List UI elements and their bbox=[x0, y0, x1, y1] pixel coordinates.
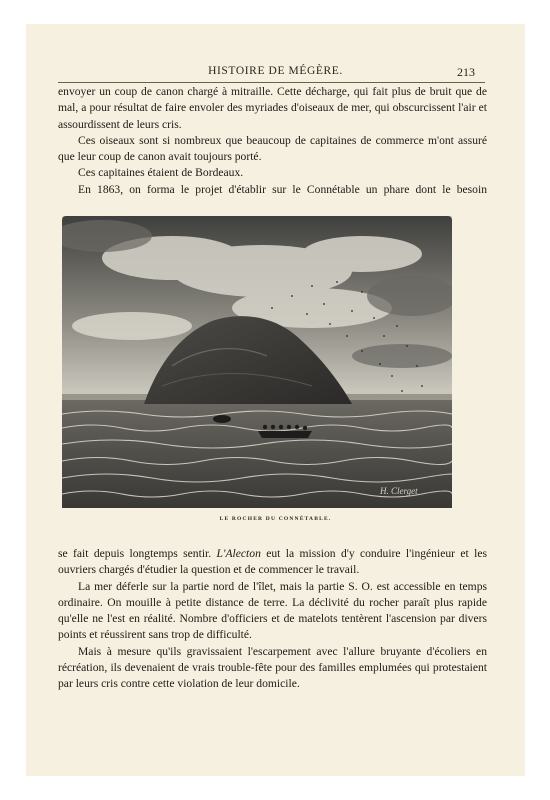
running-title: HISTOIRE DE MÉGÈRE. bbox=[208, 65, 343, 77]
illustration-caption: LE ROCHER DU CONNÉTABLE. bbox=[219, 516, 332, 522]
paragraph: envoyer un coup de canon chargé à mitraille. Cette décharge, qui fait plus de bruit que de mal, a pour résultat de faire envoler des myriades d'oiseaux de mer, qui obscurcissent l'air et assourdissent de leurs cris. bbox=[58, 85, 487, 131]
paragraph-text: se fait depuis longtemps sentir. bbox=[58, 547, 217, 560]
paragraph: Ces capitaines étaient de Bordeaux. bbox=[78, 166, 244, 180]
page-number: 213 bbox=[457, 65, 475, 79]
text-block-bottom bbox=[58, 546, 487, 693]
paragraph: La mer déferle sur la partie nord de l'îlet, mais la partie S. O. est accessible en temps ordinaire. On mouille à petite distance de terre. La déclivité du rocher paraît plus rapide qu'elle ne l'est en réalité. Nombre d'officiers et de matelots tentèrent l'ascension par divers points et réussirent sans trop de difficulté. bbox=[58, 579, 487, 642]
engraving-rocher-connetable bbox=[62, 216, 452, 508]
page-header bbox=[26, 65, 525, 81]
header-rule bbox=[58, 82, 485, 83]
paragraph: Ces oiseaux sont si nombreux que beaucoup de capitaines de commerce m'ont assuré que leur coup de canon avait toujours porté. bbox=[58, 133, 487, 164]
paragraph bbox=[58, 546, 487, 579]
book-page bbox=[26, 24, 525, 776]
ship-name: L'Alecton bbox=[216, 547, 261, 560]
paragraph: Mais à mesure qu'ils gravissaient l'escarpement avec l'allure bruyante d'écoliers en récréation, ils devenaient de vrais trouble-fête pour des familles emplumées qui protestaient par leurs cris contre cette violation de leur domicile. bbox=[58, 644, 487, 691]
engraver-signature: H. Clerget bbox=[380, 486, 418, 496]
engraving-image bbox=[62, 216, 452, 508]
paragraph-text: eut la mission d'y conduire l'ingénieur et les ouvriers chargés d'étudier la question et de commencer le travail. bbox=[58, 547, 487, 577]
text-block-top bbox=[58, 84, 487, 198]
paragraph: En 1863, on forma le projet d'établir sur le Connétable un phare dont le besoin bbox=[78, 182, 487, 196]
